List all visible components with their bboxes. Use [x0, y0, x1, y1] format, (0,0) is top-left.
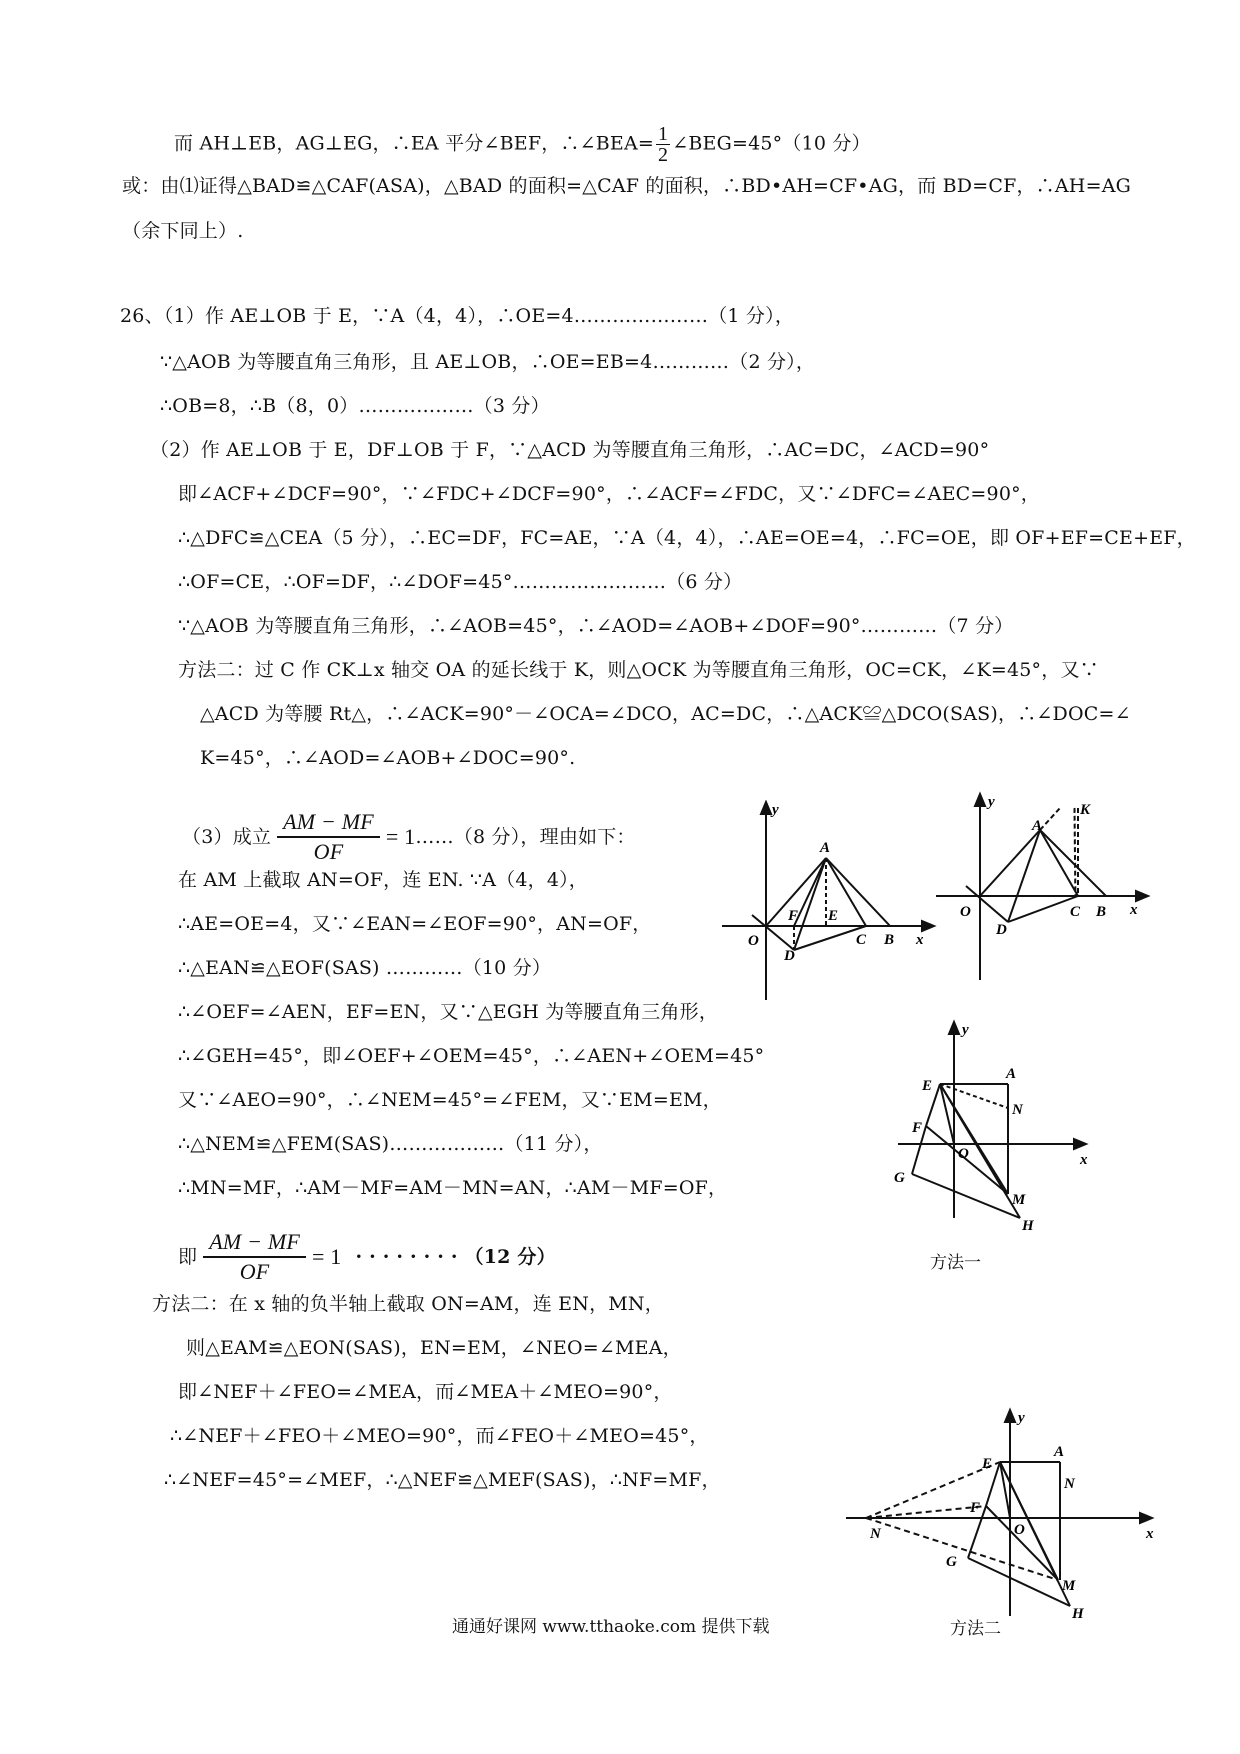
figure-part2-method1	[722, 800, 942, 1000]
label-o: O	[958, 1146, 969, 1162]
label-n-negative: N	[870, 1526, 881, 1542]
label-g: G	[894, 1170, 905, 1186]
label-o: O	[1014, 1522, 1025, 1538]
caption-method2: 方法二	[950, 1619, 1001, 1639]
footer-source: 通通好课网 www.tthaoke.com 提供下载	[452, 1617, 770, 1637]
text-line: 即∠ACF+∠DCF=90°，∵∠FDC+∠DCF=90°，∴∠ACF=∠FDC，又∵∠DFC=∠AEC=90°，	[178, 483, 1041, 505]
text-line: 方法二：过 C 作 CK⊥x 轴交 OA 的延长线于 K，则△OCK 为等腰直角三角形，OC=CK，∠K=45°，又∵	[178, 659, 1099, 681]
text-line: 方法二：在 x 轴的负半轴上截取 ON=AM，连 EN，MN，	[152, 1293, 664, 1315]
label-m: M	[1062, 1578, 1076, 1594]
label-y: y	[988, 794, 995, 810]
label-f: F	[912, 1120, 923, 1136]
text-line: ∴AE=OE=4，又∵∠EAN=∠EOF=90°，AN=OF，	[178, 913, 652, 935]
text-line: ∴△NEM≌△FEM(SAS)………………（11 分），	[178, 1133, 603, 1155]
text-line: 而 AH⊥EB，AG⊥EG，∴EA 平分∠BEF，∴∠BEA= $\frac{1}{2}$ ∠BEG=45°（10 分）	[174, 123, 871, 166]
question-26-line: 26、（1）作 AE⊥OB 于 E，∵A（4，4），∴OE=4…………………（1 分），	[120, 305, 795, 327]
label-e: E	[982, 1456, 993, 1472]
caption-method1: 方法一	[930, 1253, 981, 1273]
text-line: （余下同上）.	[122, 220, 244, 242]
text-line: K=45°，∴∠AOD=∠AOB+∠DOC=90°.	[200, 747, 576, 769]
text-line: 则△EAM≌△EON(SAS)，EN=EM，∠NEO=∠MEA，	[186, 1337, 682, 1359]
text-line: （2）作 AE⊥OB 于 E，DF⊥OB 于 F，∵△ACD 为等腰直角三角形，∴AC=DC，∠ACD=90°	[150, 439, 990, 461]
text-line: 在 AM 上截取 AN=OF，连 EN. ∵A（4，4），	[178, 869, 589, 891]
label-x: x	[1130, 902, 1138, 918]
text-line: ∴MN=MF，∴AM－MF=AM－MN=AN，∴AM－MF=OF，	[178, 1177, 728, 1199]
text-line: ∴∠NEF=45°=∠MEF，∴△NEF≌△MEF(SAS)，∴NF=MF，	[164, 1469, 721, 1491]
label-m: M	[1012, 1192, 1026, 1208]
label-c: C	[1070, 904, 1081, 920]
label-c: C	[856, 932, 867, 948]
label-x: x	[1080, 1152, 1088, 1168]
label-f: F	[788, 908, 799, 924]
label-d: D	[996, 922, 1007, 938]
label-x: x	[1146, 1526, 1154, 1542]
label-y: y	[962, 1022, 969, 1038]
text-line: ∴∠OEF=∠AEN，EF=EN，又∵△EGH 为等腰直角三角形，	[178, 1001, 719, 1023]
label-g: G	[946, 1554, 957, 1570]
text-line: 或：由⑴证得△BAD≌△CAF(ASA)，△BAD 的面积=△CAF 的面积，∴BD•AH=CF•AG，而 BD=CF，∴AH=AG	[122, 175, 1131, 197]
text-line: 即 $\frac{AM - MF}{OF}$ = 1 · · · · · · · · （12 分）	[178, 1229, 556, 1284]
figure-part3-method1	[868, 1018, 1108, 1248]
label-e: E	[922, 1078, 933, 1094]
text-line: ∴∠NEF＋∠FEO＋∠MEO=90°，而∠FEO＋∠MEO=45°，	[170, 1425, 709, 1447]
text-line: △ACD 为等腰 Rt△，∴∠ACK=90°－∠OCA=∠DCO，AC=DC，∴△ACK≌△DCO(SAS)，∴∠DOC=∠	[200, 703, 1131, 725]
label-a: A	[1054, 1444, 1065, 1460]
label-y: y	[1018, 1410, 1025, 1426]
text-line: （3）成立 $\frac{AM - MF}{OF}$ = 1……（8 分），理由如下：	[182, 809, 636, 864]
label-e: E	[828, 908, 839, 924]
label-o: O	[960, 904, 971, 920]
text-line: ∴∠GEH=45°，即∠OEF+∠OEM=45°，∴∠AEN+∠OEM=45°	[178, 1045, 765, 1067]
label-b: B	[884, 932, 895, 948]
fraction-one-half: $\frac{1}{2}$	[658, 123, 669, 166]
figure-part3-method2	[846, 1406, 1166, 1626]
label-a: A	[1032, 818, 1043, 834]
fraction-am-mf-over-of: $\frac{AM - MF}{OF}$	[203, 1228, 306, 1286]
text-line: ∴△DFC≌△CEA（5 分），∴EC=DF，FC=AE，∵A（4，4），∴AE=OE=4，∴FC=OE，即 OF+EF=CE+EF，	[178, 527, 1196, 549]
label-n: N	[1012, 1102, 1023, 1118]
label-f: F	[970, 1500, 981, 1516]
text-line: ∵△AOB 为等腰直角三角形，且 AE⊥OB，∴OE=EB=4…………（2 分），	[160, 351, 816, 373]
label-a: A	[820, 840, 831, 856]
label-y: y	[772, 802, 779, 818]
label-h: H	[1022, 1218, 1034, 1234]
label-a: A	[1006, 1066, 1017, 1082]
text-line: ∴OB=8，∴B（8，0）………………（3 分）	[160, 395, 550, 417]
text-line: ∴OF=CE，∴OF=DF，∴∠DOF=45°……………………（6 分）	[178, 571, 743, 593]
text-line: 即∠NEF＋∠FEO=∠MEA，而∠MEA＋∠MEO=90°，	[178, 1381, 673, 1403]
label-k: K	[1080, 802, 1091, 818]
label-x: x	[916, 932, 924, 948]
text-line: ∴△EAN≌△EOF(SAS) …………（10 分）	[178, 957, 552, 979]
label-n: N	[1064, 1476, 1075, 1492]
label-d: D	[784, 948, 795, 964]
fraction-am-mf-over-of: $\frac{AM - MF}{OF}$	[277, 808, 380, 866]
label-h: H	[1072, 1606, 1084, 1622]
text-line: ∵△AOB 为等腰直角三角形，∴∠AOB=45°，∴∠AOD=∠AOB+∠DOF=90°…………（7 分）	[178, 615, 1014, 637]
text-line: 又∵∠AEO=90°，∴∠NEM=45°=∠FEM，又∵EM=EM，	[178, 1089, 722, 1111]
label-b: B	[1096, 904, 1107, 920]
label-o: O	[748, 933, 759, 949]
figure-part2-method2	[936, 790, 1156, 980]
